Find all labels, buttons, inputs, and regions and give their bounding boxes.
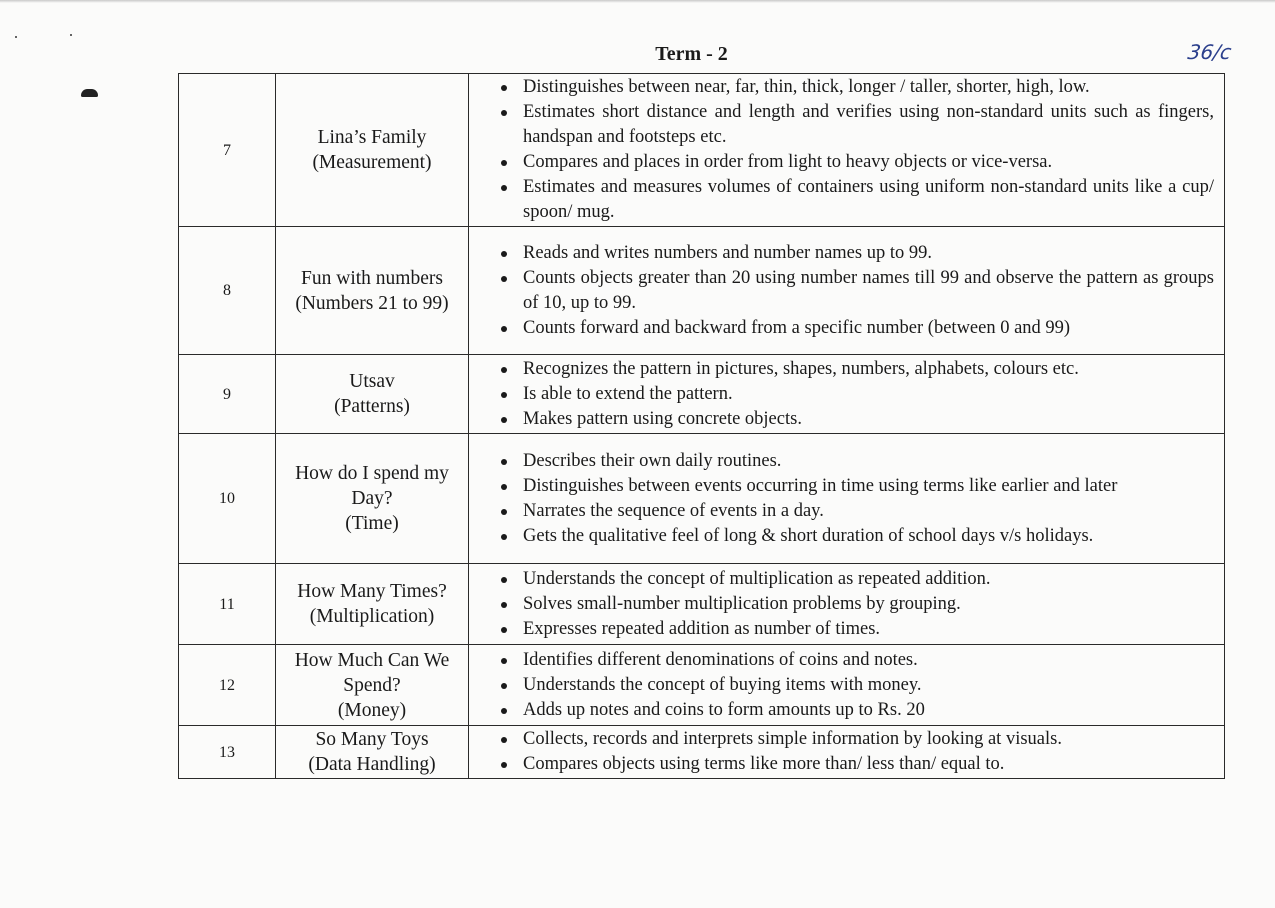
outcome-item: Expresses repeated addition as number of times. bbox=[523, 617, 1214, 642]
outcome-item: Recognizes the pattern in pictures, shapes, numbers, alphabets, colours etc. bbox=[523, 357, 1214, 382]
table-row bbox=[179, 227, 1225, 355]
outcomes-cell bbox=[469, 355, 1225, 434]
outcomes-cell bbox=[469, 645, 1225, 726]
outcome-item: Compares objects using terms like more than/ less than/ equal to. bbox=[523, 752, 1214, 777]
table-row bbox=[179, 355, 1225, 434]
chapter-title: How do I spend my Day? bbox=[295, 463, 449, 509]
chapter-title: Utsav bbox=[349, 371, 395, 392]
outcome-item: Solves small-number multiplication problems by grouping. bbox=[523, 592, 1214, 617]
outcomes-cell bbox=[469, 434, 1225, 564]
outcome-item: Understands the concept of multiplication as repeated addition. bbox=[523, 567, 1214, 592]
chapter-number: 12 bbox=[179, 645, 276, 726]
chapter-cell bbox=[276, 355, 469, 434]
outcome-item: Estimates and measures volumes of containers using uniform non-standard units like a cup/ spoon/ mug. bbox=[523, 175, 1214, 225]
chapter-topic: (Time) bbox=[345, 513, 399, 534]
page-heading: Term - 2 bbox=[655, 43, 728, 65]
table-row bbox=[179, 645, 1225, 726]
outcomes-cell bbox=[469, 564, 1225, 645]
outcome-list bbox=[499, 648, 1214, 723]
outcome-item: Distinguishes between near, far, thin, thick, longer / taller, shorter, high, low. bbox=[523, 75, 1214, 100]
outcomes-cell bbox=[469, 726, 1225, 779]
chapter-number: 7 bbox=[179, 74, 276, 227]
chapter-title: How Many Times? bbox=[297, 581, 447, 602]
chapter-number: 9 bbox=[179, 355, 276, 434]
scan-speck bbox=[15, 36, 17, 38]
chapter-cell bbox=[276, 726, 469, 779]
outcome-list bbox=[499, 727, 1214, 777]
outcome-item: Makes pattern using concrete objects. bbox=[523, 407, 1214, 432]
outcome-list bbox=[499, 567, 1214, 642]
outcome-item: Collects, records and interprets simple information by looking at visuals. bbox=[523, 727, 1214, 752]
outcome-item: Understands the concept of buying items with money. bbox=[523, 673, 1214, 698]
chapter-cell bbox=[276, 74, 469, 227]
chapter-topic: (Numbers 21 to 99) bbox=[295, 292, 449, 314]
chapter-cell bbox=[276, 434, 469, 564]
chapter-cell bbox=[276, 564, 469, 645]
table-row bbox=[179, 434, 1225, 564]
table-row bbox=[179, 74, 1225, 227]
learning-outcomes-table bbox=[178, 73, 1225, 779]
outcome-item: Distinguishes between events occurring in time using terms like earlier and later bbox=[523, 474, 1214, 499]
chapter-topic: (Measurement) bbox=[312, 152, 432, 173]
outcomes-cell bbox=[469, 227, 1225, 355]
outcome-item: Adds up notes and coins to form amounts up to Rs. 20 bbox=[523, 698, 1214, 723]
outcome-item: Is able to extend the pattern. bbox=[523, 382, 1214, 407]
chapter-title: Fun with numbers bbox=[301, 267, 443, 289]
chapter-topic: (Patterns) bbox=[334, 396, 410, 417]
scan-speck bbox=[70, 34, 72, 36]
outcome-list bbox=[499, 357, 1214, 432]
outcome-item: Estimates short distance and length and verifies using non-standard units such as fingers, handspan and footsteps etc. bbox=[523, 100, 1214, 150]
ink-blot bbox=[81, 89, 98, 97]
chapter-number: 13 bbox=[179, 726, 276, 779]
table-row bbox=[179, 726, 1225, 779]
outcome-item: Gets the qualitative feel of long & short duration of school days v/s holidays. bbox=[523, 524, 1214, 549]
handwritten-page-mark: 36/c bbox=[1186, 40, 1233, 64]
chapter-cell bbox=[276, 645, 469, 726]
chapter-title: So Many Toys bbox=[315, 729, 429, 750]
chapter-topic: (Multiplication) bbox=[309, 606, 435, 627]
chapter-number: 8 bbox=[179, 227, 276, 355]
page-top-edge bbox=[0, 0, 1275, 3]
outcome-item: Counts objects greater than 20 using number names till 99 and observe the pattern as groups of 10, up to 99. bbox=[523, 266, 1214, 316]
outcome-list bbox=[499, 75, 1214, 225]
outcome-list bbox=[499, 449, 1214, 549]
outcome-item: Describes their own daily routines. bbox=[523, 449, 1214, 474]
outcome-item: Compares and places in order from light to heavy objects or vice-versa. bbox=[523, 150, 1214, 175]
chapter-cell bbox=[276, 227, 469, 355]
chapter-number: 10 bbox=[179, 434, 276, 564]
chapter-number: 11 bbox=[179, 564, 276, 645]
chapter-title: How Much Can We Spend? bbox=[294, 649, 450, 696]
outcome-list bbox=[499, 241, 1214, 341]
outcomes-cell bbox=[469, 74, 1225, 227]
chapter-topic: (Data Handling) bbox=[308, 754, 436, 775]
chapter-topic: (Money) bbox=[337, 699, 407, 721]
outcome-item: Identifies different denominations of coins and notes. bbox=[523, 648, 1214, 673]
outcome-item: Reads and writes numbers and number names up to 99. bbox=[523, 241, 1214, 266]
chapter-title: Lina’s Family bbox=[317, 127, 427, 148]
outcome-item: Counts forward and backward from a specific number (between 0 and 99) bbox=[523, 316, 1214, 341]
outcome-item: Narrates the sequence of events in a day. bbox=[523, 499, 1214, 524]
table-row bbox=[179, 564, 1225, 645]
